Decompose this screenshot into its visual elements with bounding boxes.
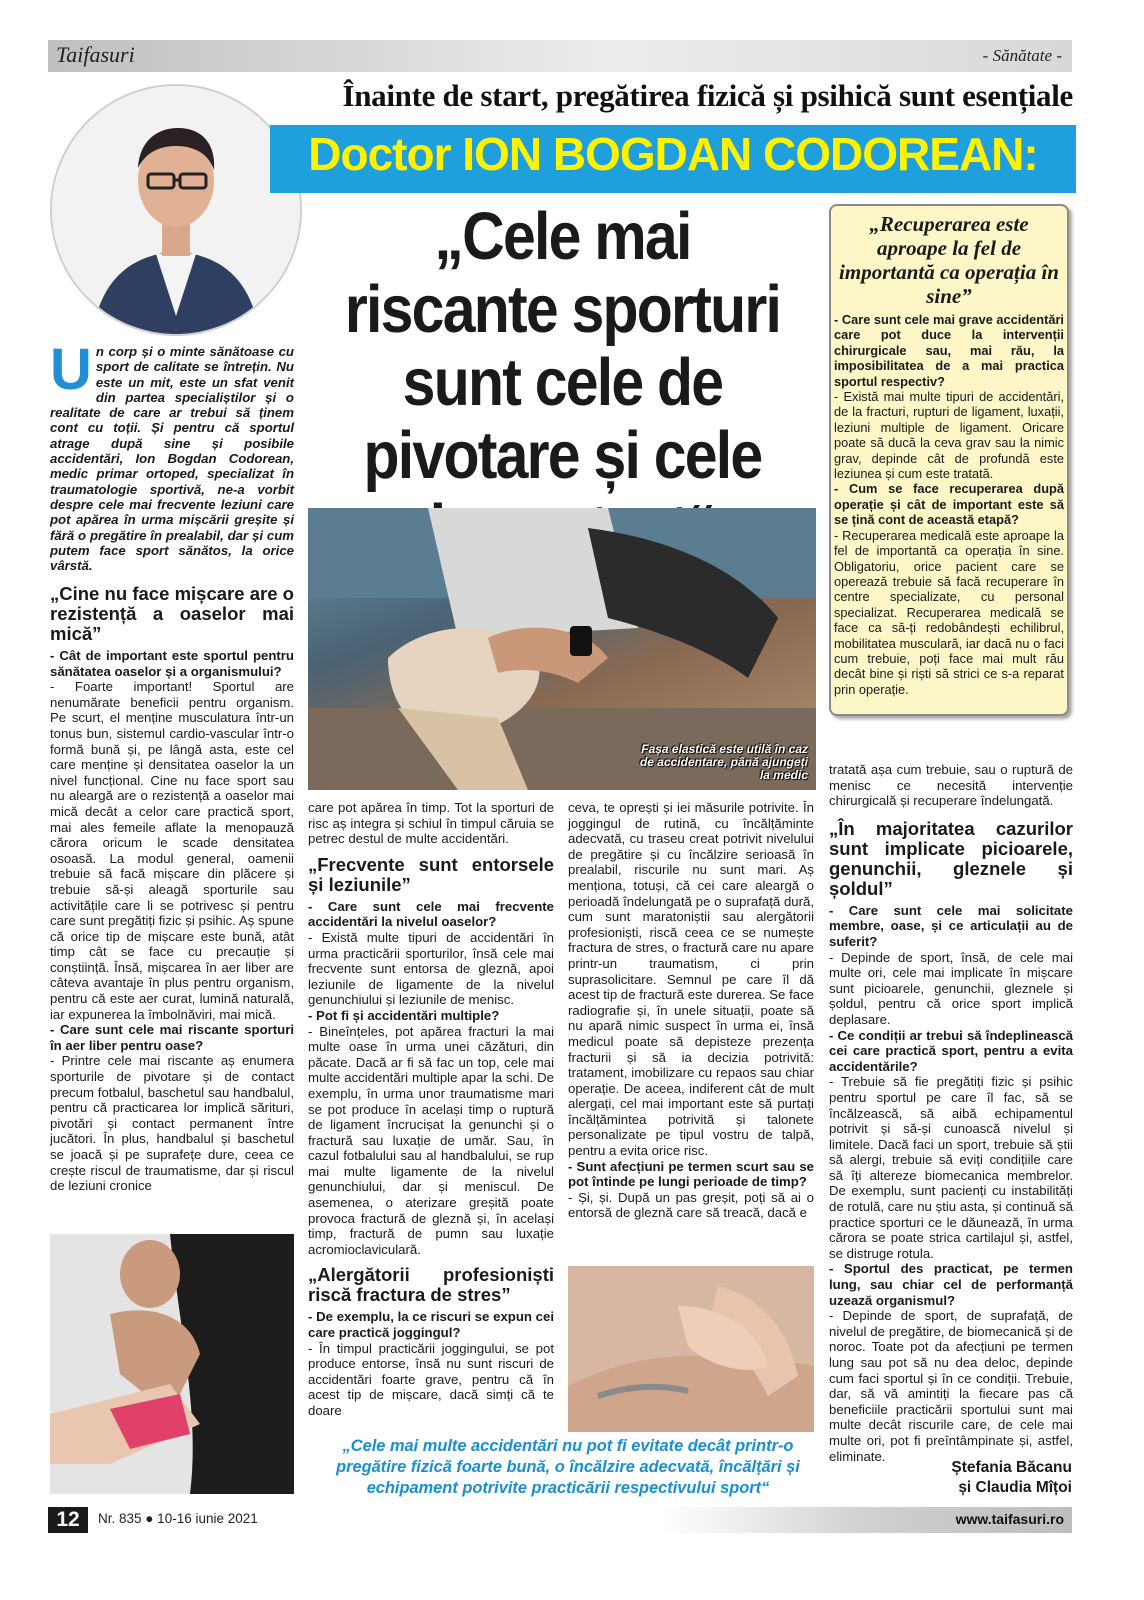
answer: - Există multe tipuri de accidentări în urma practicării sporturilor, însă cele mai frecvente sunt entorsa de gleznă, apoi leziunile de ligamente de la nivelul genunchiului și leziunile de menisc. (308, 929, 554, 1008)
foot-illustration (50, 1234, 294, 1494)
foot-treatment-photo (50, 1234, 294, 1494)
drop-cap: U (50, 337, 92, 402)
photo-caption: Fașa elastică este utilă în caz de accidentare, până ajungeți la medic (639, 742, 808, 782)
subheading: „Cine nu face mișcare are o rezistență a oaselor mai mică” (50, 583, 294, 644)
answer: - Există mai multe tipuri de accidentări, de la fracturi, rupturi de ligament, luxații, leziuni multiple de ligament. Oricare poate să ducă la ceva grav sau la nimic grav, depinde cât de profundă este leziunea și cum este tratată. (834, 389, 1064, 482)
article-authors (850, 1458, 1072, 1498)
article-kicker: Înainte de start, pregătirea fizică și psihică sunt esențiale (342, 78, 1073, 113)
question: - Cât de important este sportul pentru sănătatea oaselor și a organismului? (50, 648, 294, 679)
question: - Sunt afecțiuni pe termen scurt sau se pot întinde pe lungi perioade de timp? (568, 1158, 814, 1190)
doctor-name-bar (270, 125, 1076, 193)
article-headline: „Cele mai riscante sporturi sunt cele de pivotare și cele (344, 199, 781, 493)
article-intro (50, 337, 294, 574)
neck-illustration (568, 1266, 814, 1432)
issue-info: Nr. 835 ● 10-16 iunie 2021 (98, 1511, 258, 1526)
answer: - În timpul practicării joggingului, se pot produce entorse, însă nu sunt riscuri de accidentări foarte grave, pentru că în acest tip de mișcare, dacă simți că te doare (308, 1340, 554, 1418)
question: - Care sunt cele mai solicitate membre, oase, și ce articulații au de suferit? (829, 902, 1073, 949)
answer: - Și, și. După un pas greșit, poți să ai o entorsă de gleznă care să treacă, dacă e (568, 1189, 814, 1221)
question: - Care sunt cele mai riscante sporturi în aer liber pentru oase? (50, 1022, 294, 1053)
question: - Care sunt cele mai grave accidentări care pot duce la intervenții chirurgicale sau, mai rău, la imposibilitatea de a mai practica sportul respectiv? (834, 312, 1064, 389)
magazine-name: Taifasuri (56, 42, 135, 67)
answer: - Depinde de sport, însă, de cele mai multe ori, cele mai implicate în mișcare sunt picioarele, genunchii, gleznele și șoldul, pentru că orice sport implică deplasare. (829, 949, 1073, 1027)
answer: ceva, te oprești și iei măsurile potrivite. În joggingul de rutină, cu încălțăminte adecvată, cu traseu creat potrivit nivelului de pregătire și cu încălzire serioasă în prealabil, riscurile nu sunt mari. Aș menționa, totuși, că cei care aleargă o perioadă îndelungată pe o suprafață dură, cum sunt maratoniștii sau alergătorii profesioniști, riscă ceea ce se numește fractura de stres, o fractură care nu apare printr-un traumatism, ci prin suprasolicitare. Semnul pe care îl dă acest tip de fractură este durerea. Se face radiografie și, în unele situații, poate să nu apară nimic suspect în urma ei, însă medicul poate să depisteze prezența fracturii și să ia decizia potrivită: tratament, imobilizare cu repaos sau chiar operație. De aceea, indiferent cât de mult alergați, cel mai important este să purtați încălțămintea potrivită și talonete personalizate pe tipul vostru de talpă, pentru a evita orice risc. (568, 800, 814, 1159)
author-line-1: Ștefania Băcanu (951, 1459, 1072, 1476)
subheading: „Alergătorii profesioniști riscă fractura de stres” (308, 1264, 554, 1306)
neck-pain-photo (568, 1266, 814, 1432)
pull-quote: „Cele mai multe accidentări nu pot fi evitate decât printr-o pregătire fizică foarte bună, o încălzire adecvată, încălțări și echipament potrivite practicării respectivului sport“ (336, 1437, 800, 1497)
answer: - Depinde de sport, de suprafață, de nivelul de pregătire, de biomecanică și de noroc. Toate pot da afecțiuni pe termen lung sau pot să nu dea deloc, depinde cum faci sportul și în ce condiții. Trebuie, dar, să vă amintiți la fiecare pas că beneficiile practicării sportului sunt mai multe decât riscurile care, de cele mai multe ori, pot fi preîntâmpinate și, astfel, eliminate. (829, 1308, 1073, 1464)
question: - Cum se face recuperarea după operație și cât de important este să se țină cont de această etapă? (834, 481, 1064, 528)
footer-bar (48, 1507, 1072, 1533)
question: - Care sunt cele mai frecvente accidentări la nivelul oaselor? (308, 898, 554, 930)
question: - De exemplu, la ce riscuri se expun cei care practică joggingul? (308, 1309, 554, 1341)
question: - Ce condiții ar trebui să îndeplinească cei care practică sport, pentru a evita accidentările? (829, 1027, 1073, 1074)
column-3 (568, 800, 814, 1221)
answer: - Trebuie să fie pregătiți fizic și psihic pentru sportul pe care îl fac, să se încălzească, să aibă echipamentul potrivit și să-și cunoască nivelul și limitele. Dacă faci un sport, trebuie să știi să alergi, trebuie să eviți condițiile care să îți altereze biomecanica membrelor. De exemplu, sunt pacienți cu instabilități de rotulă, care nu știu asta, și continuă să practice sporturi ce le dăunează, în urma cărora se poate strica cartilajul și, astfel, se distruge rotula. (829, 1074, 1073, 1261)
box-body (834, 312, 1064, 697)
website-link[interactable]: www.taifasuri.ro (955, 1511, 1064, 1527)
column-1 (50, 584, 294, 1194)
doctor-name: Doctor ION BOGDAN CODOREAN: (308, 128, 1038, 180)
answer: tratată așa cum trebuie, sau o ruptură de menisc ce necesită intervenție chirurgicală și recuperare îndelungată. (829, 762, 1073, 809)
answer: - Recuperarea medicală este aproape la fel de importantă ca operația în sine. Obligatoriu, orice pacient care se operează trebuie să facă recuperare în centre specializate, cu personal specializat. Recuperarea medicală se face ca să-ți redobândești echilibrul, mobilitatea musculară, iar dacă nu o faci cum trebuie, poți face mai mult rău decât bine și riști să strici ce s-a reparat prin operație. (834, 527, 1064, 697)
recovery-sidebar-box (829, 204, 1069, 716)
question: - Sportul des practicat, pe termen lung, sau chiar cel de performanță uzează organismul? (829, 1261, 1073, 1308)
answer: - Printre cele mai riscante aș enumera sporturile de pivotare și de contact precum fotbalul, baschetul sau handbalul, pentru că practicarea lor implică sărituri, pivotări și contact permanent între jucători. În plus, handbalul și baschetul se joacă și pe suprafețe dure, ceea ce crește riscul de traumatisme, dar și riscul de leziuni cronice (50, 1053, 294, 1194)
answer: - Foarte important! Sportul are nenumărate beneficii pentru organism. Pe scurt, el menține musculatura într-un tonus bun, sistemul cardio-vascular într-o formă bună și, pe lângă asta, este cel care menține și densitatea oaselor la un nivel funcțional. Cine nu face sport sau nu aleargă are o rezistență a oaselor mai mică decât a celor care practică sport, mai ales femeile aflate la menopauză cărora oricum le scade densitatea osoasă. La modul general, oamenii trebuie să facă mișcare din plăcere și trebuie să-și aleagă sporturile sau activitățile care li se potrivesc și pentru care sunt pregătiți fizic și psihic. Aș spune că orice tip de mișcare este bună, atât timp cât se face cu precauție și conștiință. Însă, mișcarea în aer liber are câteva avantaje în plus pentru organism, pentru că este aer curat, lumină naturală, iar expunerea la îmbolnăviri, mai mică. (50, 679, 294, 1022)
box-title: „Recuperarea este aproape la fel de importantă ca operația în sine” (839, 212, 1059, 308)
author-line-2: și Claudia Mîțoi (958, 1479, 1072, 1496)
top-bar (48, 40, 1072, 72)
doctor-portrait (50, 84, 302, 336)
knee-bandage-photo (308, 508, 816, 790)
subheading: „Frecvente sunt entorsele și leziunile” (308, 853, 554, 895)
column-2 (308, 800, 554, 1419)
intro-text: n corp și o minte sănătoase cu sport de calitate se întrețin. Nu este un mit, este un sfat venit din partea specialiștilor și o realitate de care ar trebui să ținem cont cu toții. Și pentru că sportul atrage după sine și posibile accidentări, Ion Bogdan Codorean, medic primar ortoped, specializat în traumatologie sportivă, ne-a vorbit despre cele mai frecvente leziuni care pot apărea în urma mișcării greșite și fără o pregătire în prealabil, dar și cum putem face sport sănătos, la orice vârstă. (50, 344, 294, 574)
answer: - Bineînțeles, pot apărea fracturi la mai multe oase în urma unei căzături, din păcate. Dacă ar fi să fac un top, cele mai multe accidentări multiple apar la schi. De exemplu, în urma unor traumatisme mari se pot produce în același timp o ruptură de ligament încrucișat la genunchi și o fractură sau luxație de umăr. Sau, în cazul fotbalului sau al handbalului, se rup mai multe ligamente de la nivelul genunchiului, dar și meniscul. De asemenea, o aterizare greșită poate provoca fractură de gleznă și, în același timp, fractură de pumn sau luxație acromioclaviculară. (308, 1023, 554, 1257)
column-4 (829, 762, 1073, 1464)
answer: care pot apărea în timp. Tot la sporturi de risc aș integra și schiul în timpul căruia se petrec destul de multe accidentări. (308, 800, 554, 847)
subheading: „În majoritatea cazurilor sunt implicate picioarele, genunchii, gleznele și șoldul” (829, 817, 1073, 899)
portrait-illustration (52, 86, 300, 334)
section-name: - Sănătate - (982, 46, 1062, 65)
page-number: 12 (48, 1507, 88, 1533)
question: - Pot fi și accidentări multiple? (308, 1007, 500, 1023)
